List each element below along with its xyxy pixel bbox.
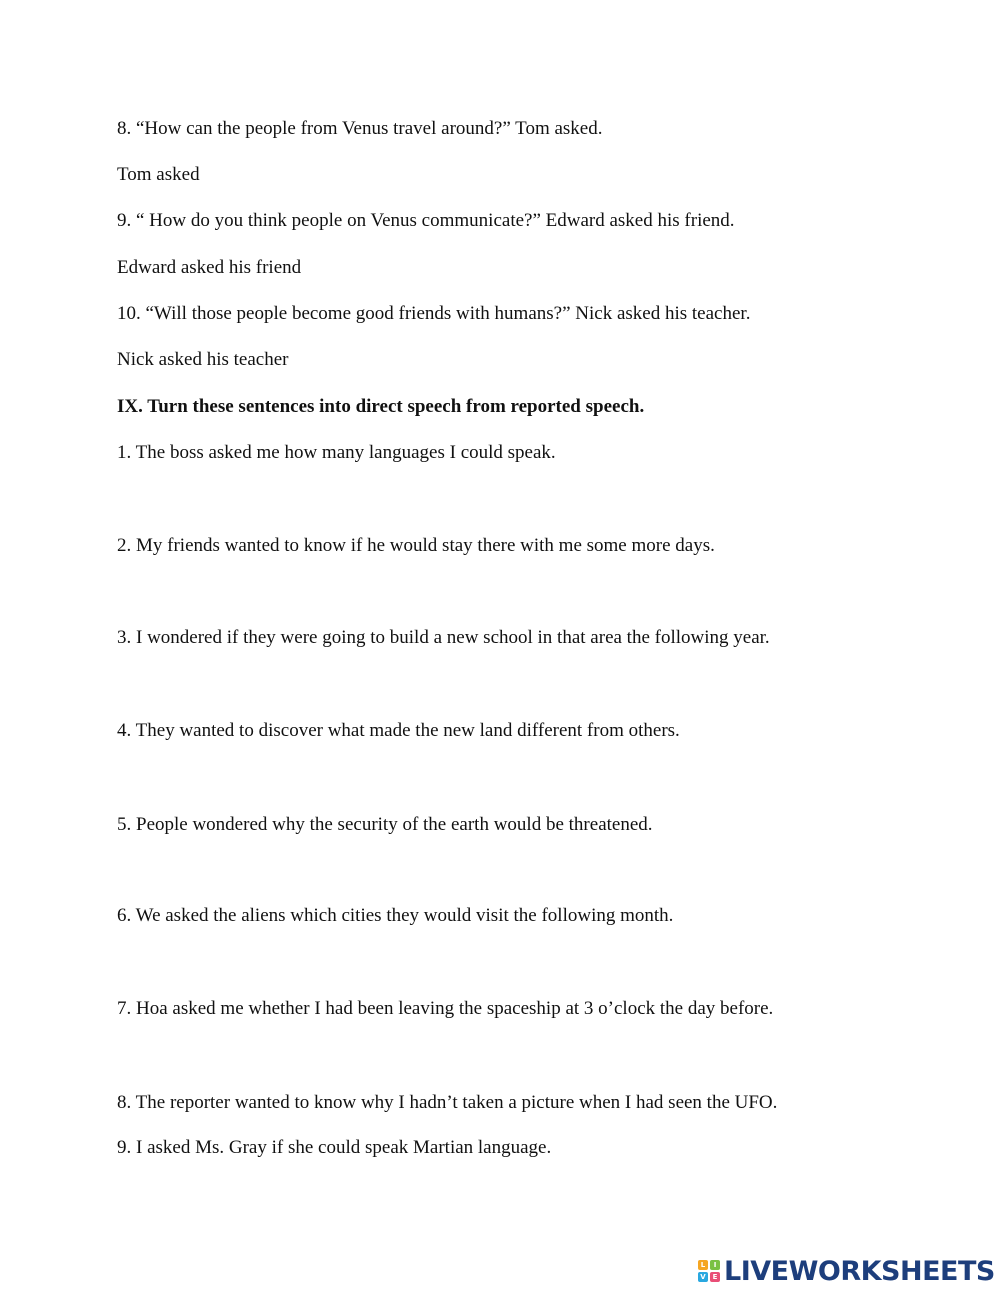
question-10-answer-start: Nick asked his teacher bbox=[117, 349, 289, 370]
exercise-item-9: 9. I asked Ms. Gray if she could speak Martian language. bbox=[117, 1137, 552, 1158]
liveworksheets-logo bbox=[698, 1254, 995, 1288]
question-10-prompt: 10. “Will those people become good friends with humans?” Nick asked his teacher. bbox=[117, 303, 751, 324]
exercise-item-5: 5. People wondered why the security of the earth would be threatened. bbox=[117, 814, 653, 835]
exercise-item-1: 1. The boss asked me how many languages I could speak. bbox=[117, 442, 556, 463]
exercise-item-2: 2. My friends wanted to know if he would stay there with me some more days. bbox=[117, 535, 715, 556]
question-8-prompt: 8. “How can the people from Venus travel around?” Tom asked. bbox=[117, 118, 603, 139]
logo-mark-cell: E bbox=[710, 1272, 720, 1282]
logo-mark-cell: I bbox=[710, 1260, 720, 1270]
exercise-item-7: 7. Hoa asked me whether I had been leaving the spaceship at 3 o’clock the day before. bbox=[117, 998, 774, 1019]
logo-text: LIVEWORKSHEETS bbox=[724, 1255, 995, 1287]
logo-mark-cell: L bbox=[698, 1260, 708, 1270]
exercise-item-6: 6. We asked the aliens which cities they would visit the following month. bbox=[117, 905, 674, 926]
exercise-item-8: 8. The reporter wanted to know why I hadn’t taken a picture when I had seen the UFO. bbox=[117, 1092, 778, 1113]
question-8-answer-start: Tom asked bbox=[117, 164, 200, 185]
exercise-item-4: 4. They wanted to discover what made the new land different from others. bbox=[117, 720, 680, 741]
logo-mark-icon bbox=[698, 1260, 720, 1282]
exercise-item-3: 3. I wondered if they were going to build a new school in that area the following year. bbox=[117, 627, 770, 648]
question-9-answer-start: Edward asked his friend bbox=[117, 257, 302, 278]
question-9-prompt: 9. “ How do you think people on Venus communicate?” Edward asked his friend. bbox=[117, 210, 735, 231]
logo-mark-cell: V bbox=[698, 1272, 708, 1282]
section-heading: IX. Turn these sentences into direct speech from reported speech. bbox=[117, 396, 645, 417]
